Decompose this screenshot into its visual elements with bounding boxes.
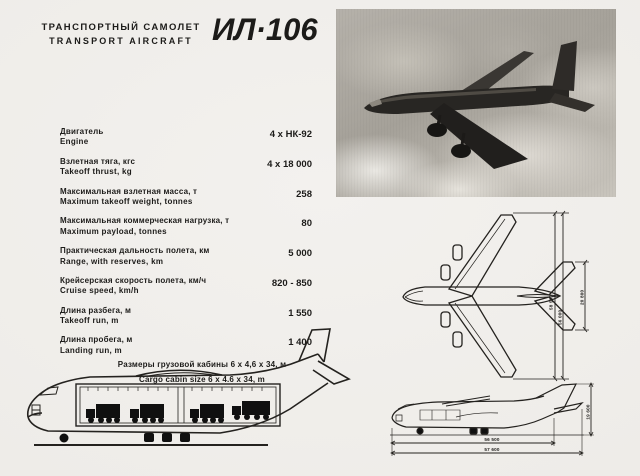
- spec-label-en: Maximum takeoff weight, tonnes: [60, 196, 193, 206]
- aircraft-model-logo: ИЛ·106: [212, 11, 318, 48]
- spec-value: 4 х НК-92: [269, 129, 312, 140]
- title-english: TRANSPORT AIRCRAFT: [49, 36, 193, 46]
- dim-label-length-1: 56 500: [484, 437, 500, 442]
- spec-value: 258: [296, 188, 312, 200]
- spec-value: 1 550: [288, 307, 312, 319]
- spec-label-en: Maximum payload, tonnes: [60, 226, 167, 236]
- table-row: [60, 157, 312, 178]
- table-row: [60, 306, 312, 327]
- dim-label-length-2: 57 600: [484, 447, 500, 452]
- cargo-note-en: Cargo cabin size 6 x 4.6 x 34, m: [138, 375, 265, 385]
- table-row: [60, 276, 312, 297]
- spec-label-en: Takeoff run, m: [60, 316, 119, 326]
- aircraft-silhouette: [336, 9, 616, 197]
- spec-label-ru: Длина разбега, м: [60, 305, 132, 315]
- title-russian: ТРАНСПОРТНЫЙ САМОЛЕТ: [41, 22, 201, 33]
- side-view-drawing: [386, 382, 604, 474]
- dim-label-span-outer: 58 500: [548, 294, 554, 310]
- spec-label-ru: Максимальная коммерческая нагрузка, т: [60, 216, 230, 226]
- table-row: [60, 127, 312, 148]
- spec-label-en: Landing run, m: [60, 345, 122, 355]
- dim-label-span-inner: 56 000: [557, 309, 563, 325]
- table-row: [60, 246, 312, 267]
- spec-label-ru: Длина пробега, м: [60, 335, 133, 345]
- spec-label-en: Engine: [60, 137, 89, 147]
- spec-value: 820 - 850: [271, 277, 312, 289]
- spec-value: 1 400: [288, 337, 312, 349]
- cutaway-drawing: [18, 327, 354, 473]
- spec-value: 80: [301, 218, 312, 230]
- spec-label-ru: Взлетная тяга, кгс: [60, 156, 136, 166]
- aircraft-photo: [336, 9, 616, 197]
- table-row: [60, 187, 312, 208]
- spec-label-ru: Крейсерская скорость полета, км/ч: [60, 275, 207, 285]
- dim-label-height: 19 600: [585, 404, 591, 420]
- top-view-drawing: [397, 205, 597, 393]
- spec-label-ru: Двигатель: [60, 127, 104, 136]
- cargo-note-ru: Размеры грузовой кабины 6 х 4,6 х 34, м: [117, 360, 287, 369]
- spec-label-ru: Практическая дальность полета, км: [60, 246, 210, 256]
- spec-label-ru: Максимальная взлетная масса, т: [60, 186, 198, 196]
- spec-value: 5 000: [288, 248, 312, 260]
- header-titles: [35, 22, 207, 46]
- dim-label-tail-span: 20 800: [579, 289, 585, 305]
- spec-label-en: Range, with reserves, km: [60, 256, 164, 266]
- spec-value: 4 х 18 000: [267, 158, 312, 170]
- spec-label-en: Takeoff thrust, kg: [60, 167, 132, 177]
- table-row: [60, 216, 312, 237]
- spec-label-en: Cruise speed, km/h: [60, 286, 139, 296]
